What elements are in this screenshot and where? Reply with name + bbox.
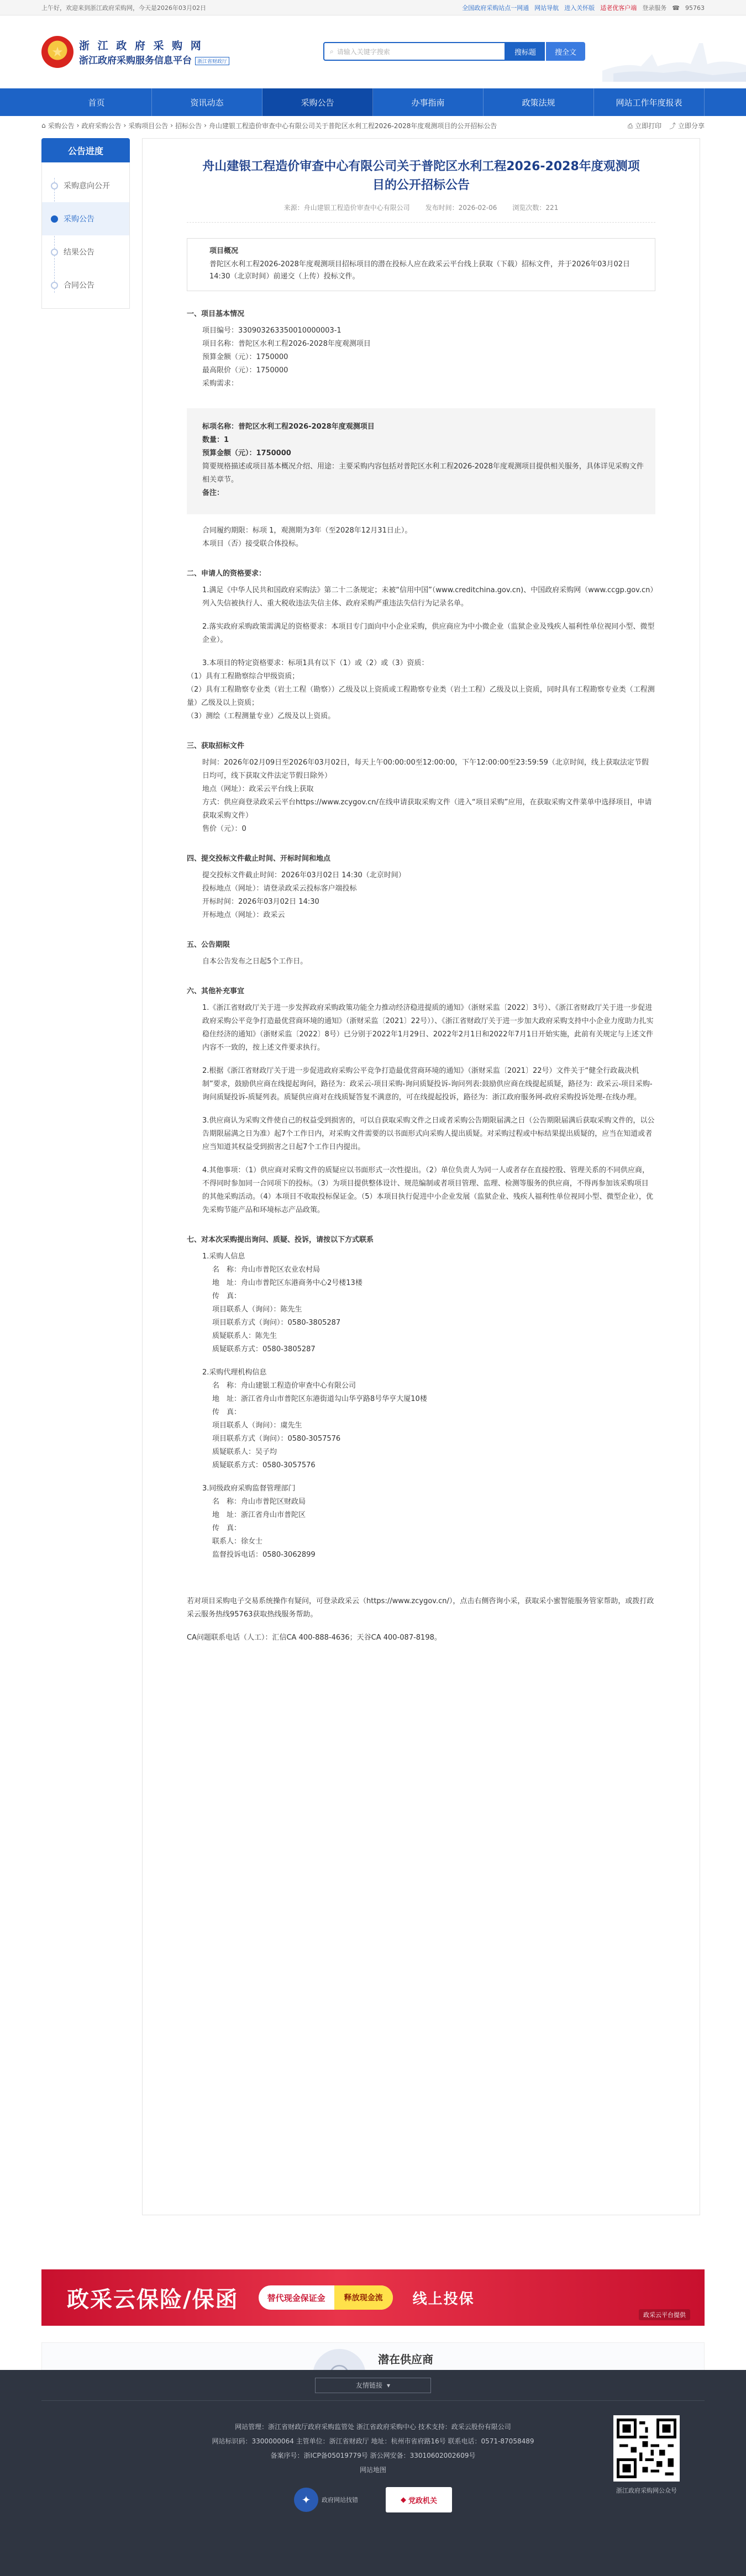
logo-line1: 浙 江 政 府 采 购 网 (79, 40, 203, 52)
share-label: 立即分享 (677, 122, 705, 130)
agent-heading: 2.采购代理机构信息 (202, 1368, 267, 1377)
buyer-line: 名 称：舟山市普陀区农业农村局 (212, 1266, 321, 1274)
project-number: 项目编号：330903263350010000003-1 (202, 326, 342, 335)
search-fulltext-button[interactable]: 搜全文 (546, 42, 585, 61)
lot-spec: 简要规格描述或项目基本概况介绍、用途：主要采购内容包括对普陀区水利工程2026-2028年度观测项目提供相关服务，具体详见采购文件相关章节。 (202, 462, 644, 484)
sidebar-item-result[interactable] (42, 235, 129, 268)
section-notes (187, 1595, 655, 1645)
buyer-heading: 1.采购人信息 (202, 1252, 245, 1261)
share-button[interactable] (669, 121, 705, 130)
buyer-line: 项目联系方式（询问）：0580-3805287 (212, 1319, 341, 1327)
sidebar-list (41, 162, 130, 309)
breadcrumb-item[interactable]: 采购公告 (48, 122, 75, 130)
insurance-banner[interactable] (41, 2269, 705, 2326)
party-badge-label: 党政机关 (408, 2496, 437, 2505)
breadcrumb-item[interactable]: 招标公告 (175, 122, 202, 130)
section-qualifications (187, 567, 655, 723)
buyer-line: 质疑联系方式：0580-3805287 (212, 1345, 316, 1353)
lot-name: 标项名称：普陀区水利工程2026-2028年度观测项目 (202, 423, 375, 431)
topbar-link-national[interactable]: 全国政府采购站点一网通 (462, 4, 529, 12)
footer (0, 2370, 746, 2576)
qr-caption: 浙江政府采购网公众号 (616, 2487, 677, 2494)
section-period (187, 939, 655, 968)
topbar-link-nav[interactable]: 网站导航 (534, 4, 559, 12)
qualification-3b: （2）具有工程勘察专业类（岩土工程（勘察））乙级及以上资质或工程勘察专业类（岩土工程）乙级及以上资质，同时具有工程勘察专业类（工程测量）乙级及以上资质； (187, 686, 655, 707)
requirements-label: 采购需求： (202, 380, 239, 388)
phone-number: 95763 (685, 4, 705, 12)
footer-line: 网站标识码：3300000064 主管单位：浙江省财政厅 地址：杭州市省府路16号 联系电话：0571-87058489 (212, 2437, 534, 2445)
progress-sidebar (41, 138, 130, 309)
banner-corner-text: 政采云平台提供 (639, 2309, 690, 2320)
greeting-text: 上午好，欢迎来到浙江政府采购网，今天是2026年03月02日 (41, 4, 206, 12)
search-icon: ⌕ (330, 47, 334, 55)
footer-line: 备案序号：浙ICP备05019779号 浙公网安备：33010602002609号 (270, 2452, 476, 2459)
section-heading: 四、提交投标文件截止时间、开标时间和地点 (187, 855, 331, 863)
sidebar-item-label: 采购意向公开 (64, 182, 110, 191)
obtain-price: 售价（元）：0 (202, 825, 246, 833)
site-logo[interactable] (41, 36, 229, 68)
breadcrumb (41, 116, 705, 135)
nav-item-announcements[interactable]: 采购公告 (262, 88, 373, 116)
main-nav (0, 88, 746, 116)
nav-item-reports[interactable]: 网站工作年度报表 (594, 88, 705, 116)
breadcrumb-item[interactable]: 采购项目公告 (128, 122, 169, 130)
sidebar-item-intention[interactable] (42, 169, 129, 202)
breadcrumb-separator: › (204, 122, 207, 129)
buyer-line: 传 真： (212, 1292, 241, 1300)
supervisor-line: 地 址：浙江省舟山市普陀区 (212, 1511, 306, 1519)
requirements-box (187, 408, 655, 514)
lot-remark: 备注： (202, 489, 224, 497)
sidebar-item-label: 合同公告 (64, 281, 94, 290)
summary-text: 普陀区水利工程2026-2028年度观测项目招标项目的潜在投标人应在政采云平台线上获取（下载）招标文件，并于2026年03月02日 14:30（北京时间）前递交（上传）投标文件。 (209, 260, 631, 281)
project-name: 项目名称：普陀区水利工程2026-2028年度观测项目 (202, 340, 371, 348)
breadcrumb-separator: › (170, 122, 174, 129)
section-basic-info (187, 308, 655, 551)
contract-term: 合同履约期限：标项 1，观测期为3年（至2028年12月31日止）。 (202, 526, 412, 535)
section-heading: 七、对本次采购提出询问、质疑、投诉，请按以下方式联系 (187, 1236, 374, 1244)
section-heading: 一、项目基本情况 (187, 310, 245, 318)
other-item-1: 1.《浙江省财政厅关于进一步发挥政府采购政策功能全力推动经济稳进提质的通知》（浙财采监〔2022〕3号）、《浙江省财政厅关于进一步促进政府采购公平竞争打造最优营商环境的通知》（浙财采监〔2021〕22号））、《浙江省财政厅关于进一步加大政府采购支持中小企业力度助力扎实稳住经济的通知》（浙财采监〔2022〕8号）已分别于2022年1月29日、2022年2月1日和2022年7月1日开始实施，此前有关规定与上述文件内容不一致的，按上述文件要求执行。 (202, 1004, 654, 1052)
section-obtain-docs (187, 740, 655, 836)
sidebar-item-contract[interactable] (42, 268, 129, 302)
topbar-link-client[interactable]: 适老优客户端 (600, 4, 637, 12)
print-label: 立即打印 (635, 122, 662, 130)
banner-pill-text2: 释放现金流 (334, 2285, 393, 2310)
nav-item-home[interactable]: 首页 (41, 88, 152, 116)
article-views: 浏览次数：221 (512, 204, 559, 212)
top-bar (0, 0, 746, 15)
sidebar-item-label: 采购公告 (64, 215, 94, 224)
progress-dot-icon (51, 282, 58, 289)
section-deadline (187, 852, 655, 922)
agent-line: 质疑联系人：吴子均 (212, 1448, 277, 1456)
footer-line: 网站管理：浙江省财政厅政府采购监管处 浙江省政府采购中心 技术支持：政采云股份有限公司 (235, 2423, 511, 2431)
other-item-3: 3.供应商认为采购文件使自己的权益受到损害的，可以自获取采购文件之日或者采购公告期限届满之日（公告期限届满后获取采购文件的，以公告期限届满之日为准）起7个工作日内，对采购文件需要的以书面形式向采购人提出质疑。对采购过程或中标结果提出质疑的，应当在知道或者应当知道其权益受到损害之日起7个工作日内提出。 (202, 1116, 655, 1151)
article-title: 舟山建银工程造价审查中心有限公司关于普陀区水利工程2026-2028年度观测项目的公开招标公告 (202, 160, 640, 192)
progress-dot-icon (51, 215, 58, 223)
breadcrumb-separator: › (123, 122, 127, 129)
qualification-2: 2.落实政府采购政策需满足的资格要求：本项目专门面向中小企业采购，供应商应为中小微企业（监狱企业及残疾人福利性单位视同小型、微型企业）。 (202, 623, 655, 644)
phone-icon: ☎ (672, 4, 680, 12)
agent-line: 地 址：浙江省舟山市普陀区东港街道勾山华亨路8号华亨大厦10楼 (212, 1395, 427, 1403)
other-item-4: 4.其他事项：（1）供应商对采购文件的质疑应以书面形式一次性提出。（2）单位负责人为同一人或者存在直接控股、管理关系的不同供应商，不得同时参加同一合同项下的投标。（3）为项目提供整体设计、规范编制或者项目管理、监理、检测等服务的供应商，不得再参加该采购项目的其他采购活动。（4）本项目不收取投标保证金。（5）本项目执行促进中小企业发展（监狱企业、残疾人福利性单位视同小型、微型企业），优先采购节能产品和环境标志产品政策。 (202, 1166, 654, 1214)
sidebar-title: 公告进度 (41, 138, 130, 162)
agent-line: 项目联系方式（询问）：0580-3057576 (212, 1435, 341, 1443)
lot-budget: 预算金额（元）：1750000 (202, 449, 291, 457)
section-heading: 六、其他补充事宜 (187, 987, 245, 995)
party-badge-icon: ◆ (400, 2495, 406, 2504)
progress-dot-icon (51, 182, 58, 189)
skyline-decoration-icon (602, 32, 746, 82)
supervisor-line: 监督投诉电话：0580-3062899 (212, 1551, 316, 1559)
buyer-line: 地 址：舟山市普陀区东港商务中心2号楼13楼 (212, 1279, 363, 1287)
buyer-line: 项目联系人（询问）：陈先生 (212, 1305, 302, 1314)
max-price: 最高限价（元）：1750000 (202, 366, 288, 375)
system-help-note: 若对项目采购电子交易系统操作有疑问，可登录政采云（https://www.zcygov.cn/），点击右侧咨询小采，获取采小蜜智能服务管家帮助，或拨打政采云服务热线95763获取热线服务帮助。 (187, 1597, 654, 1619)
submit-deadline: 提交投标文件截止时间：2026年03月02日 14:30（北京时间） (202, 871, 406, 879)
chevron-down-icon: ▾ (386, 2381, 391, 2389)
header (0, 15, 746, 88)
breadcrumb-current: 舟山建银工程造价审查中心有限公司关于普陀区水利工程2026-2028年度观测项目的公开招标公告 (208, 122, 497, 130)
breadcrumb-item[interactable]: 政府采购公告 (81, 122, 122, 130)
section-heading: 二、申请人的资格要求： (187, 570, 266, 578)
nav-item-policy[interactable]: 政策法规 (484, 88, 594, 116)
article (142, 138, 700, 2215)
opening-time: 开标时间：2026年03月02日 14:30 (202, 898, 319, 906)
gov-error-badge[interactable] (294, 2488, 358, 2512)
submit-place: 投标地点（网址）：请登录政采云投标客户端投标 (202, 884, 357, 893)
qualification-1: 1.满足《中华人民共和国政府采购法》第二十二条规定；未被“信用中国”（www.creditchina.gov.cn)、中国政府采购网（www.ccgp.gov.cn）列入失信被执行人、重大税收违法失信主体、政府采购严重违法失信行为记录名单。 (202, 586, 654, 608)
gov-badge-label: 政府网站找错 (322, 2496, 358, 2504)
gov-badge-icon: ✦ (294, 2488, 318, 2512)
agent-line: 质疑联系方式：0580-3057576 (212, 1461, 316, 1469)
summary-title: 项目概况 (209, 247, 239, 255)
qr-code-icon (613, 2415, 680, 2482)
project-summary (187, 238, 655, 291)
section-contacts (187, 1234, 655, 1562)
party-gov-badge[interactable] (386, 2487, 452, 2512)
opening-place: 开标地点（网址）：政采云 (202, 911, 285, 919)
agent-line: 传 真： (212, 1408, 241, 1416)
main-area (41, 135, 705, 2215)
article-date: 发布时间：2026-02-06 (425, 204, 497, 212)
section-heading: 三、获取招标文件 (187, 742, 245, 750)
banner-pill-text1: 替代现金保证金 (267, 2293, 325, 2303)
search-input[interactable] (323, 42, 506, 61)
supervisor-heading: 3.同级政府采购监督管理部门 (202, 1484, 296, 1493)
logo-tag: 浙江省财政厅 (195, 57, 229, 65)
logo-line2: 浙江政府采购服务信息平台 (79, 55, 192, 66)
nav-item-news[interactable]: 资讯动态 (152, 88, 262, 116)
qr-block (611, 2415, 682, 2495)
other-item-2: 2.根据《浙江省财政厅关于进一步促进政府采购公平竞争打造最优营商环境的通知》（浙财采监〔2021〕22号）文件关于“健全行政裁决机制”要求，鼓励供应商在线提起询问，路径为：政采云-项目采购-询问质疑投诉-询问列表:鼓励供应商在线提起质疑，路径为：政采云-项目采购-询问质疑投诉-质疑列表。质疑供应商对在线质疑答复不满意的，可在线提起投诉，路径为：浙江政府服务网-政府采购投诉处理-在线办理。 (202, 1067, 653, 1102)
progress-dot-icon (51, 249, 58, 256)
home-icon: ⌂ (41, 122, 46, 129)
sitemap-link[interactable]: 网站地图 (359, 2466, 386, 2474)
sidebar-item-announcement[interactable] (42, 202, 129, 235)
article-source: 来源：舟山建银工程造价审查中心有限公司 (283, 204, 410, 212)
agent-line: 名 称：舟山建银工程造价审查中心有限公司 (212, 1382, 356, 1390)
qualification-3c: （3）测绘（工程测量专业）乙级及以上资质。 (187, 712, 335, 720)
supervisor-line: 传 真： (212, 1524, 241, 1532)
friendly-links-label: 友情链接 (355, 2382, 382, 2389)
supplier-title: 潜在供应商 (377, 2353, 433, 2366)
lot-quantity: 数量：1 (202, 436, 229, 444)
agent-line: 项目联系人（询问）：虞先生 (212, 1421, 302, 1430)
printer-icon: ⎙ (627, 122, 633, 130)
friendly-links-select[interactable] (315, 2378, 431, 2393)
obtain-method: 方式：供应商登录政采云平台https://www.zcygov.cn/在线申请获取采购文件（进入“项目采购”应用，在获取采购文件菜单中选择项目，申请获取采购文件） (202, 798, 652, 820)
nav-item-guide[interactable]: 办事指南 (373, 88, 484, 116)
ca-contact-note: CA问题联系电话（人工）：汇信CA 400-888-4636；天谷CA 400-087-8198。 (187, 1634, 442, 1642)
supervisor-line: 联系人：徐女士 (212, 1537, 263, 1546)
section-heading: 五、公告期限 (187, 941, 230, 949)
banner-pill (259, 2285, 393, 2310)
breadcrumb-separator: › (76, 122, 80, 129)
article-meta (187, 203, 655, 223)
sidebar-item-label: 结果公告 (64, 248, 94, 257)
qualification-3: 3.本项目的特定资格要求：标项1具有以下（1）或（2）或（3）资质： (202, 659, 429, 667)
consortium-note: 本项目（否）接受联合体投标。 (202, 540, 303, 548)
search-title-button[interactable]: 搜标题 (506, 42, 545, 61)
period-text: 自本公告发布之日起5个工作日。 (202, 957, 308, 966)
banner-right-text: 线上投保 (412, 2290, 475, 2308)
section-other (187, 985, 655, 1217)
qualification-3a: （1）具有工程勘察综合甲级资质； (187, 672, 300, 681)
budget-amount: 预算金额（元）：1750000 (202, 353, 288, 361)
search-placeholder: 请输入关键字搜索 (337, 48, 390, 56)
national-emblem-icon: ★ (41, 36, 73, 68)
obtain-place: 地点（网址）：政采云平台线上获取 (202, 785, 314, 793)
login-link[interactable]: 登录服务 (642, 4, 667, 12)
search-bar (323, 42, 585, 61)
print-button[interactable] (628, 121, 661, 130)
topbar-link-care[interactable]: 进入关怀版 (564, 4, 595, 12)
share-icon: ⤴ (669, 122, 676, 130)
obtain-time: 时间：2026年02月09日至2026年03月02日，每天上午00:00:00至12:00:00，下午12:00:00至23:59:59（北京时间，线上获取法定节假日均可，线下获取文件法定节假日除外） (202, 758, 649, 780)
buyer-line: 质疑联系人：陈先生 (212, 1332, 277, 1340)
banner-main-text: 政采云保险/保函 (67, 2287, 239, 2312)
supervisor-line: 名 称：舟山市普陀区财政局 (212, 1498, 306, 1506)
